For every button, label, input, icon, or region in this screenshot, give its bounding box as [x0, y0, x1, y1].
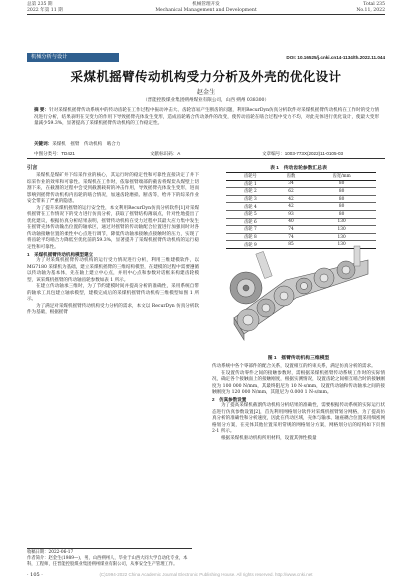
table-cell: 85: [275, 241, 307, 249]
table-cell: 130: [307, 226, 376, 234]
table-cell: 80: [307, 195, 376, 203]
journal-name-en: Mechanical Management and Development: [155, 7, 257, 13]
footer-watermark: (C)1994-2022 China Academic Journal Electronic Publishing House. All rights reserved. http://www.cnki.net: [99, 572, 313, 577]
table-cell: 齿轮 8: [226, 233, 275, 241]
table1: [226, 172, 376, 249]
table-row: [226, 203, 376, 211]
header-journal: [120, 2, 292, 13]
section2-heading: 2 仿真参数设置: [212, 396, 247, 402]
right-para-2: 在设置传动零件之间的接触参数时，需根据采煤机摇臂传动系统工作时的实际情况，确定各个接触面上的接触刚度，根据实测情况，设置齿轮之间相互啮合时的接触刚度为 100 000 N/mm，其最终阻尼为 10 N·s/mm，设置传动轴和传动轴承之间的接触刚度为 120 000 N/mm，其阻尼为 0.000 1 N·s/mm。: [212, 370, 385, 396]
table1-caption: 表 1 传动齿轮参数汇总表: [270, 166, 327, 171]
intro-para-2: 为了提升采煤机摇臂的运行安全性，本文利用RecurDyn仿真分析软件[1]对采煤机摇臂在工作情况下的受力进行仿真分析，获取了摇臂结构薄弱点，针对性地提出了优化建议，根据仿真分析结果表明，摇臂传动机构在受力过程中其最大应力集中发生在摇臂壳体传动输出位置的轴承区，通过对摇臂的传动轴配合位置进行加强同时对各传动轴接触位置的柔性中心点进行调节，降低传动轴承接触点接触时的压力，实现了将齿轮平均啮合力降低至优化前的59.3%，显著提升了采煤机摇臂传动机构的运行稳定性和可靠性。: [27, 205, 199, 251]
table-cell: 42: [275, 203, 307, 211]
footnote: [27, 548, 192, 568]
table1-col-teeth: 齿数: [275, 173, 307, 181]
table-cell: 齿轮 9: [226, 241, 275, 249]
table-cell: 93: [275, 210, 307, 218]
table-cell: 40: [275, 218, 307, 226]
header-no-en: No.11, 2022: [356, 7, 385, 13]
table1-col-gear: 齿轮号: [226, 173, 275, 181]
header-issue-year: 2022 年第 11 期: [27, 7, 63, 13]
keywords-label: 关键词：: [34, 141, 53, 146]
author-bio: 作者简介：赵金生(1989—)，男，山西朔州人，毕业于山西大同大学自动化专业，本科，工程师，任晋能控股煤业集团朔州煤业有限公司，从事安全生产管理工作。: [27, 556, 188, 567]
section1-heading: 1 采煤机摇臂传动机构模型建立: [27, 251, 94, 257]
table-cell: 80: [307, 210, 376, 218]
table-row: [226, 226, 376, 234]
section-tag: 机械分析与设计: [27, 53, 119, 62]
figure1-caption: 图 1 摇臂传动机构三维模型: [267, 356, 330, 361]
classification: 中图分类号：TD421: [34, 151, 75, 156]
section1-para-1: 为了对采煤机摇臂传动机构的运行受力情况进行分析，利用三维建模软件，以 MG7180 采煤机为基础，建立采煤机摇臂的三维结构模型，在建模的过程中需要遵循以传动轴为基本体，先在轴上建立中心点，并用中心点和参数对话框来构建齿轮模型，该采煤机摇臂的传动轴齿轮参数如表 1 所示。: [27, 258, 199, 283]
page-number: · 105 ·: [27, 572, 43, 578]
table-row: [226, 210, 376, 218]
table-cell: 齿轮 3: [226, 195, 275, 203]
doi: DOI: 10.16525/j.cnki.cn14-1134/th.2022.11.044: [286, 55, 385, 60]
table-cell: 34: [275, 180, 307, 188]
author: 赵金生: [196, 89, 216, 96]
table-cell: 130: [307, 241, 376, 249]
header-total-en: Total 235: [363, 2, 385, 7]
table-cell: 130: [307, 218, 376, 226]
table-cell: 80: [307, 203, 376, 211]
section1-para-3: 为了满足对采煤机摇臂传动机构受力分析的需求，本文以 RecurDyn 仿真分析软件为基础，根据摇臂: [27, 303, 199, 316]
figure1-model-image: [226, 240, 376, 348]
doc-code: 文献标识码：A: [150, 151, 181, 156]
table-cell: 齿轮 6: [226, 218, 275, 226]
table-row: [226, 195, 376, 203]
header-rule: [27, 14, 385, 15]
right-body: [212, 364, 385, 443]
table-row: [226, 180, 376, 188]
table1-col-width: 齿宽/mm: [307, 173, 376, 181]
section1-para-2: 在建立传动轴承三维时，为了节约建模时间并提高分析的准确性，采用系统自带的轴承工具包建立轴承模型，建模完成后的采煤机摇臂传动机构三维模型如图 1 所示。: [27, 284, 199, 303]
table-cell: 齿轮 1: [226, 180, 275, 188]
table-row: [226, 218, 376, 226]
journal-name-cn: 机械管理开发: [192, 2, 220, 7]
table-cell: 74: [275, 233, 307, 241]
table-cell: 42: [275, 195, 307, 203]
section2-para-1: 为了提高采煤机截割传动机构分析结果的准确性，需要根据传动系统的实际运行状态进行仿真参数设置[2]，首先利用网格划分软件对采煤机摇臂划分网格，为了提高仿真分析的准确性和分析速度，因此在传动区域，壳体与输承、轴座耦合位置采用细密网格划分方案，在壳体其他位置采用常规的网格划分方案，网格划分后的结构如下页图 2-1 所示。: [212, 403, 385, 435]
intro-heading: 引言: [27, 165, 38, 171]
paper-title: 采煤机摇臂传动机构受力分析及外壳的优化设计: [70, 70, 342, 84]
table-row: [226, 188, 376, 196]
table-cell: 齿轮 5: [226, 210, 275, 218]
affiliation: （晋能控股煤业集团朔州煤业有限公司，山西 朔州 038300）: [142, 98, 270, 103]
intro-body: [27, 173, 199, 317]
keywords: [34, 141, 379, 147]
header-issue-total: 总第 235 期: [27, 2, 53, 7]
received-date: 收稿日期：2022-06-17: [27, 550, 74, 555]
header-left: [27, 2, 63, 13]
abstract-label: 摘 要：: [34, 107, 50, 112]
table-cell: 62: [275, 188, 307, 196]
table-cell: 齿轮 4: [226, 203, 275, 211]
abstract-rule: [27, 158, 385, 159]
table1-header-row: [226, 173, 376, 181]
table-cell: 74: [275, 226, 307, 234]
right-para-1: 传动系统中各个零部件的配合关系，设置相互的约束关系，满足仿真分析的需求。: [212, 364, 376, 369]
table-cell: 齿轮 7: [226, 226, 275, 234]
article-number: 文章编号：1003-773X(2022)11-0105-03: [262, 151, 344, 156]
abstract: [34, 107, 379, 128]
table-cell: 齿轮 2: [226, 188, 275, 196]
keywords-text: 采煤机 摇臂 传动机构 啮合力: [52, 142, 121, 147]
section2-para-2: 根据采煤机驱动机构所用材料，设置其弹性模量: [221, 436, 317, 442]
intro-para-1: 采煤机是煤矿井下综采作业的核心，其运行时的稳定性和可靠性直接决定了井下综采作业的效率和可靠性。采煤机在工作时，依靠摇臂端部的截齿将煤炭从煤壁上切割下来，在截割的过程中会受到截割载荷的冲击作用，导致摇臂壳体发生变形，进而影响到摇臂传动机构内齿轮的啮合情况，加速齿轮磨损、断齿等，给井下的综采作业安全带来了严重的隐患。: [27, 173, 199, 205]
header-right: [300, 2, 385, 13]
table-cell: 130: [307, 233, 376, 241]
table-cell: 80: [307, 188, 376, 196]
table-cell: 80: [307, 180, 376, 188]
abstract-text: 针对采煤机摇臂传动系统中的传动齿轮在工作过程中振动冲击大、齿轮容易产生断齿的问题，利用RecurDyn仿真分析软件对采煤机摇臂传动机构在工作时的受力情况进行分析，结果表明在交变力的作用下导致摇臂壳体发生变形，造成齿轮啮合传动条件的改变，使传动齿轮在啮合过程中受力不均，对此壳体进行优化设计，使最大变形量减少59.3%，显著提高了采煤机摇臂传动机构的工作稳定性。: [34, 108, 380, 127]
